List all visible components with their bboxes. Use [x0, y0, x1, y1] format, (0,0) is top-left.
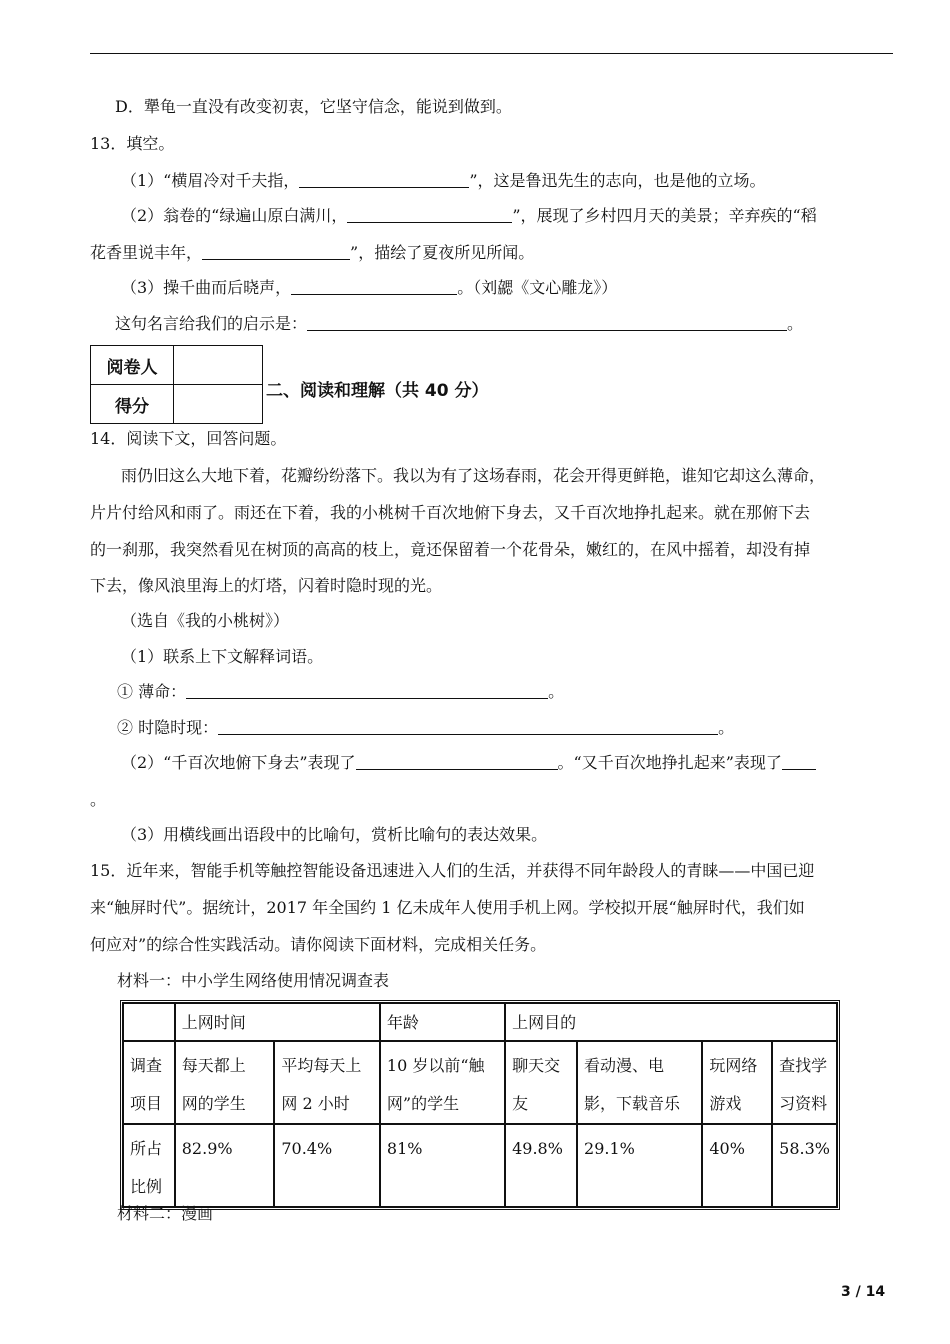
answer-blank[interactable] — [291, 278, 457, 295]
q14-1-a-text: ① 薄命： — [117, 682, 187, 701]
value-two-hours: 70.4% — [274, 1124, 380, 1207]
answer-blank[interactable] — [202, 243, 350, 260]
q14-sub-2 — [121, 753, 816, 773]
q13-2-text-b: ”，展现了乡村四月天的美景；辛弃疾的“稻 — [512, 206, 817, 225]
q13-item-2 — [121, 206, 817, 226]
answer-blank[interactable] — [782, 753, 816, 770]
section-title: 二、阅读和理解（共 40 分） — [266, 381, 489, 401]
score-field[interactable] — [174, 385, 263, 424]
material-1-title: 材料一：中小学生网络使用情况调查表 — [117, 971, 390, 990]
q12-option-d: D．犟龟一直没有改变初衷，它坚守信念，能说到做到。 — [115, 97, 512, 116]
q14-1-a-end: 。 — [548, 682, 565, 701]
q13-3-text-a: （3）操千曲而后晓声， — [121, 278, 292, 297]
q14-sub-3: （3）用横线画出语段中的比喻句，赏析比喻句的表达效果。 — [121, 825, 548, 844]
q13-3-text-c: 这句名言给我们的启示是： — [115, 314, 308, 333]
grader-box — [90, 345, 263, 424]
col-anime-music: 看动漫、电 影，下载音乐 — [577, 1041, 702, 1124]
material-2-title: 材料二：漫画 — [117, 1204, 214, 1223]
row-label-proportion: 所占 比例 — [123, 1124, 175, 1207]
value-study: 58.3% — [772, 1124, 837, 1207]
q13-title: 13．填空。 — [90, 134, 175, 153]
answer-blank[interactable] — [186, 682, 548, 699]
col-games: 玩网络 游戏 — [702, 1041, 772, 1124]
value-anime-music: 29.1% — [577, 1124, 702, 1207]
q14-passage-line-2: 片片付给风和雨了。雨还在下着，我的小桃树千百次地俯下身去，又千百次地挣扎起来。就在那俯下去 — [90, 503, 811, 522]
q14-1-b-text: ② 时隐时现： — [117, 718, 219, 737]
q14-title: 14．阅读下文，回答问题。 — [90, 429, 287, 448]
page-number: 3 / 14 — [841, 1284, 886, 1300]
col-study: 查找学 习资料 — [772, 1041, 837, 1124]
q14-sub-2-end: 。 — [90, 790, 107, 809]
q13-2-text-d: ”，描绘了夏夜所见所闻。 — [350, 243, 535, 262]
header-rule — [90, 53, 893, 54]
survey-table — [120, 1000, 840, 1210]
q14-sub-1-b — [117, 718, 734, 738]
value-before-ten: 81% — [380, 1124, 505, 1207]
q13-item-3-insight — [115, 314, 803, 334]
row-label-survey-item: 调查 项目 — [123, 1041, 175, 1124]
q15-intro-line-2: 来“触屏时代”。据统计，2017 年全国约 1 亿未成年人使用手机上网。学校拟开展“触屏时代，我们如 — [90, 898, 805, 917]
table-corner-cell — [123, 1003, 175, 1041]
answer-blank[interactable] — [299, 171, 469, 188]
answer-blank[interactable] — [356, 753, 558, 770]
q13-1-text-b: ”，这是鲁迅先生的志向，也是他的立场。 — [469, 171, 766, 190]
score-label: 得分 — [91, 385, 174, 424]
q14-2-text-b: 。“又千百次地挣扎起来”表现了 — [557, 753, 782, 772]
col-daily-online: 每天都上 网的学生 — [175, 1041, 275, 1124]
value-games: 40% — [702, 1124, 772, 1207]
col-chat: 聊天交 友 — [505, 1041, 577, 1124]
q14-passage-line-3: 的一刹那，我突然看见在树顶的高高的枝上，竟还保留着一个花骨朵，嫩红的，在风中摇着，却没有掉 — [90, 540, 811, 559]
header-online-time: 上网时间 — [175, 1003, 380, 1041]
header-purpose: 上网目的 — [505, 1003, 837, 1041]
q14-sub-1-a — [117, 682, 564, 702]
q13-item-2-cont — [90, 243, 534, 263]
q13-item-3 — [121, 278, 617, 298]
answer-blank[interactable] — [307, 314, 787, 331]
col-before-ten: 10 岁以前“触 网”的学生 — [380, 1041, 505, 1124]
header-age: 年龄 — [380, 1003, 505, 1041]
answer-blank[interactable] — [347, 206, 512, 223]
q13-2-text-a: （2）翁卷的“绿遍山原白满川， — [121, 206, 348, 225]
q15-intro-line-3: 何应对”的综合性实践活动。请你阅读下面材料，完成相关任务。 — [90, 935, 547, 954]
q13-3-text-b: 。（刘勰《文心雕龙》） — [457, 278, 618, 297]
q14-sub-1: （1）联系上下文解释词语。 — [121, 647, 324, 666]
q13-item-1 — [121, 171, 766, 191]
q14-1-b-end: 。 — [718, 718, 735, 737]
q14-passage-line-4: 下去，像风浪里海上的灯塔，闪着时隐时现的光。 — [90, 576, 443, 595]
q13-2-text-c: 花香里说丰年， — [90, 243, 203, 262]
col-two-hours: 平均每天上 网 2 小时 — [274, 1041, 380, 1124]
q14-2-text-a: （2）“千百次地俯下身去”表现了 — [121, 753, 356, 772]
value-chat: 49.8% — [505, 1124, 577, 1207]
reviewer-label: 阅卷人 — [91, 346, 174, 385]
q14-passage-line-1: 雨仍旧这么大地下着，花瓣纷纷落下。我以为有了这场春雨，花会开得更鲜艳，谁知它却这么薄命， — [121, 466, 826, 485]
q13-3-text-d: 。 — [787, 314, 804, 333]
value-daily-online: 82.9% — [175, 1124, 275, 1207]
answer-blank[interactable] — [218, 718, 718, 735]
q15-intro-line-1: 15．近年来，智能手机等触控智能设备迅速进入人们的生活，并获得不同年龄段人的青睐——中国已迎 — [90, 861, 815, 880]
reviewer-field[interactable] — [174, 346, 263, 385]
q14-source: （选自《我的小桃树》） — [121, 611, 290, 630]
q13-1-text-a: （1）“横眉冷对千夫指， — [121, 171, 300, 190]
